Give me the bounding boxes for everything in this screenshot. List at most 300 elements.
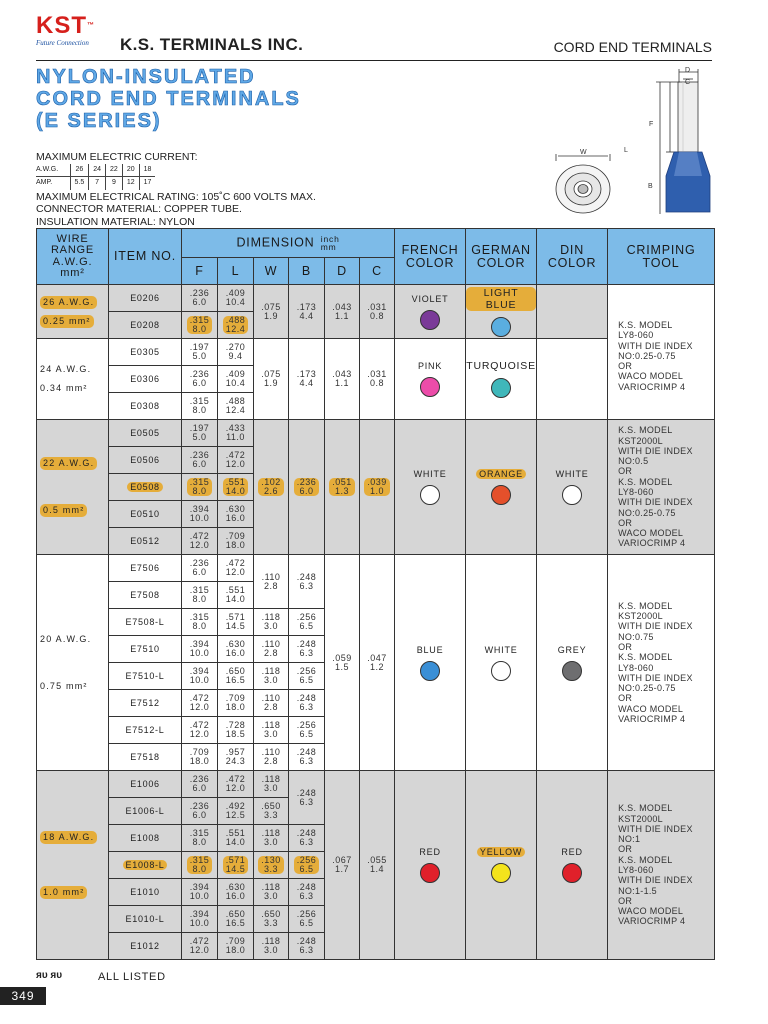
dim-mm: 0.8 xyxy=(370,378,385,388)
dim-b xyxy=(289,636,325,663)
dim-mm: 6.3 xyxy=(299,756,314,766)
dim-l xyxy=(218,285,254,312)
dim-inch: .248 xyxy=(296,639,317,650)
dim-inch: .197 xyxy=(189,423,210,434)
dim-label-f: F xyxy=(649,121,654,128)
dim-l xyxy=(218,798,254,825)
dim-inch: .709 xyxy=(225,531,246,542)
dim-b xyxy=(289,339,325,420)
header-german: GERMAN xyxy=(471,242,531,257)
dim-inch: .472 xyxy=(189,720,210,731)
dim-d xyxy=(325,771,360,960)
item-no: E1006-L xyxy=(109,798,182,825)
tool-line: VARIOCRIMP 4 xyxy=(618,538,686,549)
french-color xyxy=(395,771,466,960)
tool-line: LY8-060 xyxy=(618,865,654,875)
crimping-tool xyxy=(608,285,715,420)
dim-b xyxy=(289,663,325,690)
dim-inch: .055 xyxy=(367,855,387,866)
color-swatch xyxy=(562,485,582,505)
dim-inch: .472 xyxy=(189,693,210,704)
header-dim-d: D xyxy=(325,258,360,285)
dim-inch: .075 xyxy=(261,369,281,380)
dim-w xyxy=(254,285,289,339)
dim-mm: 3.0 xyxy=(263,837,278,847)
dim-l xyxy=(218,879,254,906)
dim-b xyxy=(289,852,325,879)
dim-mm: 5.0 xyxy=(192,351,207,361)
amp-value: 12 xyxy=(122,177,139,190)
kst-logo xyxy=(36,14,116,47)
logo-mark: KST xyxy=(36,12,87,39)
dim-w xyxy=(254,555,289,609)
awg-value: 24 A.W.G. xyxy=(40,364,92,374)
dim-l xyxy=(218,339,254,366)
dim-mm: 16.0 xyxy=(225,513,246,523)
header-french-color xyxy=(395,229,466,285)
dim-f xyxy=(182,501,218,528)
dim-mm: 3.0 xyxy=(263,729,278,739)
tool-line: LY8-060 xyxy=(618,662,654,673)
color-swatch xyxy=(491,661,511,681)
color-name: WHITE xyxy=(555,469,589,479)
dim-mm: 6.5 xyxy=(299,729,314,739)
dim-inch: .110 xyxy=(261,747,281,758)
mm-value: 0.34 mm² xyxy=(40,383,88,393)
item-no: E0206 xyxy=(109,285,182,312)
item-no xyxy=(109,852,182,879)
header-dim-l: L xyxy=(218,258,254,285)
dim-mm: 14.0 xyxy=(225,837,246,847)
color-swatch xyxy=(562,661,582,681)
dim-inch: .472 xyxy=(189,936,210,947)
dim-l xyxy=(218,528,254,555)
wire-range-26 xyxy=(37,285,109,339)
dim-b xyxy=(289,609,325,636)
dim-b xyxy=(289,906,325,933)
tool-line: K.S. MODEL xyxy=(618,600,673,611)
crimping-tool xyxy=(608,555,715,771)
dim-f xyxy=(182,798,218,825)
dim-inch: .315 xyxy=(189,585,210,596)
dim-mm: 10.0 xyxy=(189,513,210,523)
title-line-1: NYLON-INSULATED xyxy=(36,66,256,88)
connector-text: CONNECTOR MATERIAL: COPPER TUBE. xyxy=(36,203,242,215)
header-dim-f: F xyxy=(182,258,218,285)
item-no: E0510 xyxy=(109,501,182,528)
tool-line: WACO MODEL xyxy=(618,906,684,917)
dim-inch: .067 xyxy=(332,855,352,866)
dim-inch: .394 xyxy=(189,909,210,920)
insulation-text: INSULATION MATERIAL: NYLON xyxy=(36,215,195,228)
dim-mm: 1.0 xyxy=(370,486,385,496)
header-range-text: RANGE xyxy=(50,244,95,256)
dim-inch: .394 xyxy=(189,504,210,515)
dim-mm: 1.9 xyxy=(263,310,278,321)
dim-inch: .472 xyxy=(189,531,210,542)
dim-inch: .394 xyxy=(189,882,210,893)
dim-mm: 2.8 xyxy=(263,580,278,591)
dim-inch: .630 xyxy=(225,882,246,893)
dim-mm: 16.5 xyxy=(225,918,246,928)
dim-inch: .709 xyxy=(225,936,246,947)
dim-mm: 2.6 xyxy=(263,486,278,496)
tool-line: K.S. MODEL xyxy=(618,425,673,436)
dim-inch: .236 xyxy=(189,450,210,461)
dim-mm: 12.0 xyxy=(189,702,210,712)
dim-inch: .270 xyxy=(225,342,246,353)
dim-inch: .488 xyxy=(225,396,246,407)
item-no: E0208 xyxy=(109,312,182,339)
header-wire-range xyxy=(37,229,109,285)
wire-range-18 xyxy=(37,771,109,960)
dim-inch: .248 xyxy=(296,828,317,839)
dim-mm: 18.0 xyxy=(225,945,246,955)
dim-inch: .248 xyxy=(296,787,317,798)
dim-b xyxy=(289,879,325,906)
dim-l xyxy=(218,312,254,339)
dim-c xyxy=(360,555,395,771)
dim-mm: 2.8 xyxy=(263,756,278,766)
tool-line: K.S. MODEL xyxy=(618,319,673,330)
tool-line: WITH DIE INDEX xyxy=(618,340,693,351)
trademark: ™ xyxy=(87,22,95,29)
dim-inch: .256 xyxy=(296,855,317,866)
dim-mm: 1.7 xyxy=(334,864,349,874)
dim-f xyxy=(182,825,218,852)
tool-line: OR xyxy=(618,895,633,906)
dim-l xyxy=(218,582,254,609)
dim-inch: .031 xyxy=(367,301,387,312)
dim-mm: 6.0 xyxy=(299,486,314,496)
dim-mm: 8.0 xyxy=(192,621,207,631)
din-color xyxy=(537,555,608,771)
unit-inch: inch xyxy=(320,234,340,244)
header-mm-text: mm² xyxy=(60,267,85,279)
dim-mm: 12.5 xyxy=(225,810,246,820)
header-crimping-tool xyxy=(608,229,715,285)
color-name: BLUE xyxy=(416,644,444,655)
dim-mm: 1.3 xyxy=(334,486,349,496)
dim-inch: .236 xyxy=(189,288,210,299)
dim-mm: 1.5 xyxy=(334,661,349,672)
dim-l xyxy=(218,852,254,879)
tool-line: WITH DIE INDEX xyxy=(618,823,693,834)
german-color xyxy=(466,420,537,555)
dim-mm: 8.0 xyxy=(192,405,207,415)
header-color: COLOR xyxy=(476,255,526,270)
dim-mm: 3.3 xyxy=(263,810,278,820)
amp-value: 5.5 xyxy=(70,177,89,190)
unit-mm: mm xyxy=(320,242,337,252)
dim-b xyxy=(289,771,325,825)
tool-line: WITH DIE INDEX xyxy=(618,621,693,632)
dim-inch: .031 xyxy=(367,369,387,380)
table-row xyxy=(37,771,715,798)
title-line-2: CORD END TERMINALS xyxy=(36,88,301,110)
dim-b xyxy=(289,285,325,339)
dim-inch: .118 xyxy=(261,936,281,947)
awg-value: 20 xyxy=(122,164,139,177)
color-swatch xyxy=(420,661,440,681)
dim-inch: .394 xyxy=(189,639,210,650)
dim-w xyxy=(254,744,289,771)
dim-inch: .488 xyxy=(225,315,246,326)
awg-value: 24 xyxy=(89,164,106,177)
dim-mm: 10.4 xyxy=(225,297,246,307)
dim-inch: .236 xyxy=(189,774,210,785)
dim-inch: .709 xyxy=(189,747,210,758)
dim-mm: 6.3 xyxy=(299,891,314,901)
dim-mm: 1.1 xyxy=(334,378,349,388)
dim-inch: .630 xyxy=(225,639,246,650)
awg-value: 26 A.W.G. xyxy=(40,296,97,309)
item-no: E7518 xyxy=(109,744,182,771)
din-color xyxy=(537,771,608,960)
header-color: COLOR xyxy=(547,255,597,270)
dim-mm: 2.8 xyxy=(263,648,278,658)
dim-mm: 24.3 xyxy=(225,756,246,766)
color-name: ORANGE xyxy=(476,469,526,479)
dim-f xyxy=(182,744,218,771)
amp-value: 7 xyxy=(89,177,106,190)
item-no: E0308 xyxy=(109,393,182,420)
dim-inch: .248 xyxy=(296,747,317,758)
dim-f xyxy=(182,717,218,744)
dim-mm: 6.3 xyxy=(299,702,314,712)
dim-mm: 10.0 xyxy=(189,648,210,658)
dim-mm: 12.0 xyxy=(225,567,246,577)
dim-f xyxy=(182,663,218,690)
dim-inch: .551 xyxy=(225,585,246,596)
dim-label-l: L xyxy=(624,147,628,154)
tool-line: NO:0.25-0.75 xyxy=(618,350,676,361)
all-listed-text: ALL LISTED xyxy=(98,971,166,983)
dim-w xyxy=(254,879,289,906)
dim-inch: .394 xyxy=(189,666,210,677)
dim-inch: .236 xyxy=(189,369,210,380)
header-dimension-text: DIMENSION xyxy=(236,235,315,250)
dim-inch: .650 xyxy=(225,666,246,677)
dim-l xyxy=(218,447,254,474)
dim-mm: 1.1 xyxy=(334,310,349,321)
color-swatch xyxy=(491,317,511,337)
amp-label: AMP. xyxy=(36,179,53,186)
item-no: E0505 xyxy=(109,420,182,447)
dim-mm: 3.0 xyxy=(263,621,278,631)
color-swatch xyxy=(491,485,511,505)
rating-text: MAXIMUM ELECTRICAL RATING: 105˚C 600 VOLTS MAX. xyxy=(36,190,316,203)
dim-inch: .709 xyxy=(225,693,246,704)
dim-b xyxy=(289,717,325,744)
dim-mm: 10.0 xyxy=(189,891,210,901)
item-no: E7508-L xyxy=(109,609,182,636)
dim-f xyxy=(182,393,218,420)
dim-label-c: C xyxy=(685,79,691,86)
header-wire-text: WIRE xyxy=(56,232,89,245)
color-swatch xyxy=(420,377,440,397)
dim-f xyxy=(182,906,218,933)
item-no: E1012 xyxy=(109,933,182,960)
tool-line: OR xyxy=(618,466,633,477)
dim-mm: 4.4 xyxy=(299,310,314,321)
dim-mm: 6.5 xyxy=(299,675,314,685)
item-no: E0512 xyxy=(109,528,182,555)
dim-l xyxy=(218,825,254,852)
dim-inch: .256 xyxy=(296,612,317,623)
dim-c xyxy=(360,339,395,420)
tool-line: WITH DIE INDEX xyxy=(618,672,693,683)
dim-inch: .039 xyxy=(367,477,387,488)
dim-l xyxy=(218,420,254,447)
dim-mm: 1.2 xyxy=(370,661,385,672)
french-color xyxy=(395,420,466,555)
dim-w xyxy=(254,906,289,933)
color-name: GREY xyxy=(557,644,587,655)
dim-inch: .118 xyxy=(261,882,281,893)
dim-inch: .118 xyxy=(261,774,281,785)
awg-value: 20 A.W.G. xyxy=(40,633,92,644)
dim-inch: .110 xyxy=(261,693,281,704)
dim-mm: 6.3 xyxy=(299,837,314,847)
dim-mm: 11.0 xyxy=(226,432,245,442)
dim-w xyxy=(254,717,289,744)
table-row xyxy=(37,285,715,312)
header-french: FRENCH xyxy=(401,242,459,257)
header-rule xyxy=(36,60,712,61)
dim-l xyxy=(218,690,254,717)
dim-mm: 9.4 xyxy=(228,351,243,361)
dim-mm: 12.4 xyxy=(225,405,246,415)
dim-inch: .130 xyxy=(261,855,281,866)
dim-mm: 18.0 xyxy=(189,756,210,766)
dim-f xyxy=(182,852,218,879)
dim-l xyxy=(218,609,254,636)
dim-mm: 3.0 xyxy=(263,945,278,955)
dim-f xyxy=(182,528,218,555)
dim-inch: .315 xyxy=(189,855,210,866)
item-no: E7510-L xyxy=(109,663,182,690)
current-label: MAXIMUM ELECTRIC CURRENT: xyxy=(36,151,198,163)
dim-f xyxy=(182,933,218,960)
tool-line: OR xyxy=(618,641,633,652)
dim-mm: 6.0 xyxy=(192,459,207,469)
dim-w xyxy=(254,690,289,717)
dim-w xyxy=(254,420,289,555)
dim-w xyxy=(254,339,289,420)
dim-l xyxy=(218,771,254,798)
dim-mm: 2.8 xyxy=(263,702,278,712)
dim-b xyxy=(289,744,325,771)
dim-l xyxy=(218,474,254,501)
dim-l xyxy=(218,933,254,960)
tool-line: WITH DIE INDEX xyxy=(618,875,693,886)
wire-range-22 xyxy=(37,420,109,555)
tool-line: K.S. MODEL xyxy=(618,803,673,814)
item-no: E0306 xyxy=(109,366,182,393)
tool-line: VARIOCRIMP 4 xyxy=(618,381,686,392)
dim-f xyxy=(182,771,218,798)
tool-line: WACO MODEL xyxy=(618,371,684,382)
header-color: COLOR xyxy=(405,255,455,270)
color-name: YELLOW xyxy=(477,847,525,857)
dim-inch: .197 xyxy=(189,342,210,353)
item-no: E1008 xyxy=(109,825,182,852)
dim-inch: .957 xyxy=(225,747,246,758)
mm-value: 0.75 mm² xyxy=(40,680,88,691)
dim-mm: 16.0 xyxy=(225,648,246,658)
dim-l xyxy=(218,636,254,663)
dim-l xyxy=(218,393,254,420)
awg-value: 22 A.W.G. xyxy=(40,457,97,470)
dim-mm: 8.0 xyxy=(192,837,207,847)
dim-inch: .409 xyxy=(225,369,246,380)
dim-inch: .248 xyxy=(296,882,317,893)
tool-line: NO:0.25-0.75 xyxy=(618,683,676,694)
amp-value: 9 xyxy=(106,177,123,190)
dim-l xyxy=(218,501,254,528)
awg-label: A.W.G. xyxy=(36,164,70,177)
header-dim-b: B xyxy=(289,258,325,285)
color-swatch xyxy=(420,485,440,505)
tool-line: OR xyxy=(618,693,633,704)
amp-value: 17 xyxy=(139,177,155,190)
dim-mm: 6.0 xyxy=(192,567,207,577)
german-color xyxy=(466,339,537,420)
dim-inch: .248 xyxy=(296,936,317,947)
dim-l xyxy=(218,366,254,393)
dim-inch: .248 xyxy=(296,693,317,704)
dim-mm: 3.0 xyxy=(263,891,278,901)
ul-certification-icon: ᴙᴜ ᴙᴜ xyxy=(36,970,63,981)
dim-w xyxy=(254,798,289,825)
dim-d xyxy=(325,555,360,771)
dim-mm: 14.0 xyxy=(225,594,246,604)
item-no: E0506 xyxy=(109,447,182,474)
tool-line: K.S. MODEL xyxy=(618,854,673,865)
dim-inch: .551 xyxy=(225,828,246,839)
french-color xyxy=(395,339,466,420)
dim-inch: .433 xyxy=(225,423,246,434)
french-color xyxy=(395,555,466,771)
dim-inch: .236 xyxy=(189,801,210,812)
dim-f xyxy=(182,339,218,366)
dim-inch: .256 xyxy=(296,909,317,920)
title-line-3: (E SERIES) xyxy=(36,110,162,132)
color-name: TURQUOISE xyxy=(466,360,536,372)
tool-line: OR xyxy=(618,844,633,855)
din-color xyxy=(537,339,608,420)
dim-inch: .118 xyxy=(261,666,281,677)
dim-f xyxy=(182,609,218,636)
header-awg-text: A.W.G. xyxy=(52,255,93,268)
dim-b xyxy=(289,690,325,717)
dim-mm: 14.5 xyxy=(225,621,246,631)
dim-mm: 1.4 xyxy=(370,864,385,874)
tool-line: WACO MODEL xyxy=(618,528,684,539)
terminal-drawing xyxy=(548,64,716,214)
dim-f xyxy=(182,879,218,906)
tool-line: NO:1 xyxy=(618,834,641,845)
dim-inch: .551 xyxy=(225,477,246,488)
dim-mm: 14.0 xyxy=(225,486,246,496)
tool-line: OR xyxy=(618,517,633,528)
dim-inch: .409 xyxy=(225,288,246,299)
dim-inch: .315 xyxy=(189,477,210,488)
dim-l xyxy=(218,744,254,771)
dim-mm: 4.4 xyxy=(299,378,314,388)
dim-mm: 12.0 xyxy=(225,459,246,469)
